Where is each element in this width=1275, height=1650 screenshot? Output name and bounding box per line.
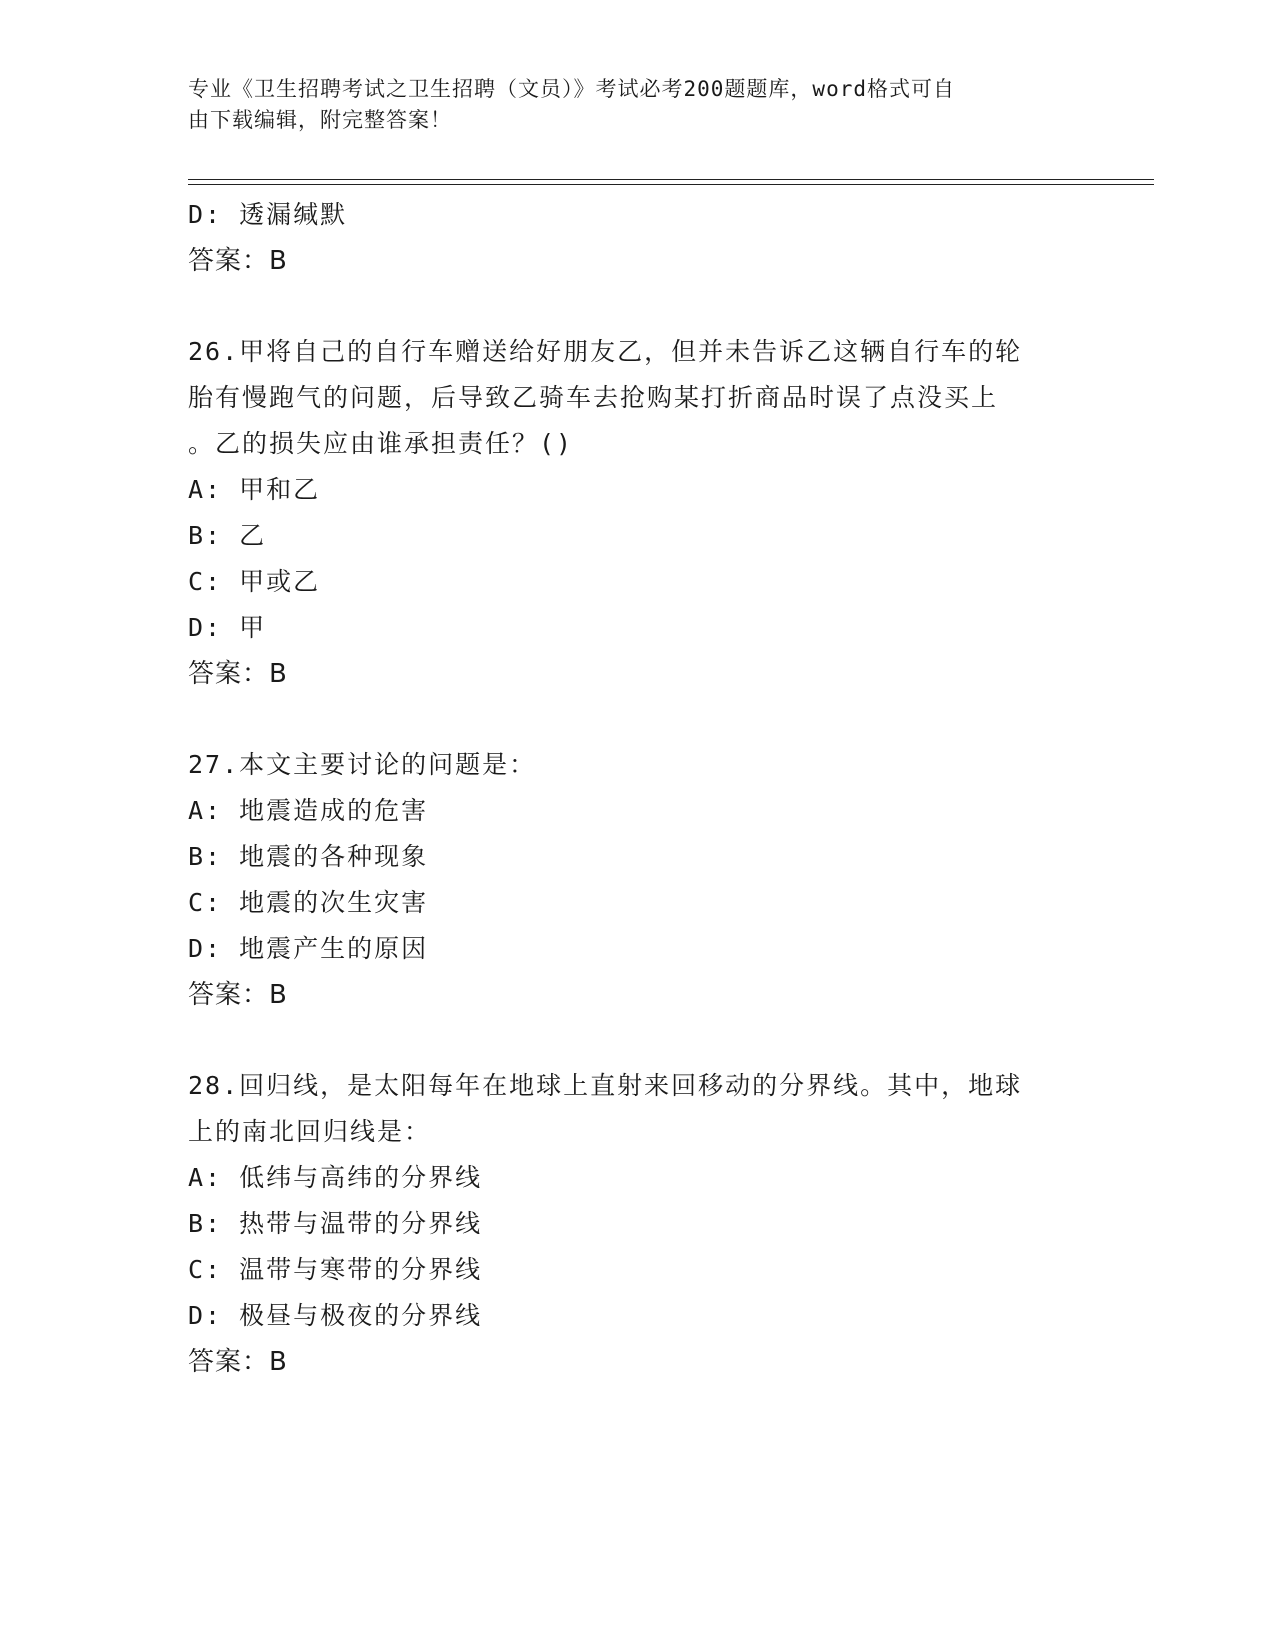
option-b: B: 热带与温带的分界线 xyxy=(188,1209,483,1238)
option-c: C: 地震的次生灾害 xyxy=(188,888,429,917)
option-d: D: 透漏缄默 xyxy=(188,200,348,229)
question-text-line-1: 27.本文主要讨论的问题是： xyxy=(188,750,537,779)
header-rule-top xyxy=(188,179,1154,180)
header-line-1: 专业《卫生招聘考试之卫生招聘（文员）》考试必考200题题库，word格式可自 xyxy=(188,77,955,101)
question-text-line-1: 26.甲将自己的自行车赠送给好朋友乙，但并未告诉乙这辆自行车的轮 xyxy=(188,337,1023,366)
option-a: A: 低纬与高纬的分界线 xyxy=(188,1163,483,1192)
question-text-line-3: 。乙的损失应由谁承担责任？() xyxy=(188,429,574,458)
answer-line: 答案：B xyxy=(188,659,288,689)
question-text-line-2: 上的南北回归线是： xyxy=(188,1117,432,1146)
answer-line: 答案：B xyxy=(188,980,288,1010)
option-c: C: 温带与寒带的分界线 xyxy=(188,1255,483,1284)
question-block-27 xyxy=(188,742,1088,1018)
option-d: D: 地震产生的原因 xyxy=(188,934,429,963)
option-a: A: 甲和乙 xyxy=(188,475,321,504)
header-rule-bottom xyxy=(188,184,1154,185)
header-line-2: 由下载编辑，附完整答案！ xyxy=(188,108,452,132)
option-a: A: 地震造成的危害 xyxy=(188,796,429,825)
option-b: B: 乙 xyxy=(188,521,267,550)
question-list xyxy=(188,192,1088,1385)
document-header xyxy=(188,74,1068,136)
question-block-28 xyxy=(188,1063,1088,1385)
option-d: D: 极昼与极夜的分界线 xyxy=(188,1301,483,1330)
question-text-line-1: 28.回归线，是太阳每年在地球上直射来回移动的分界线。其中，地球 xyxy=(188,1071,1023,1100)
option-b: B: 地震的各种现象 xyxy=(188,842,429,871)
question-text-line-2: 胎有慢跑气的问题，后导致乙骑车去抢购某打折商品时误了点没买上 xyxy=(188,383,999,412)
answer-line: 答案：B xyxy=(188,1347,288,1377)
question-block-26 xyxy=(188,329,1088,697)
answer-line: 答案：B xyxy=(188,246,288,276)
option-c: C: 甲或乙 xyxy=(188,567,321,596)
question-block-25 xyxy=(188,192,1088,284)
option-d: D: 甲 xyxy=(188,613,267,642)
